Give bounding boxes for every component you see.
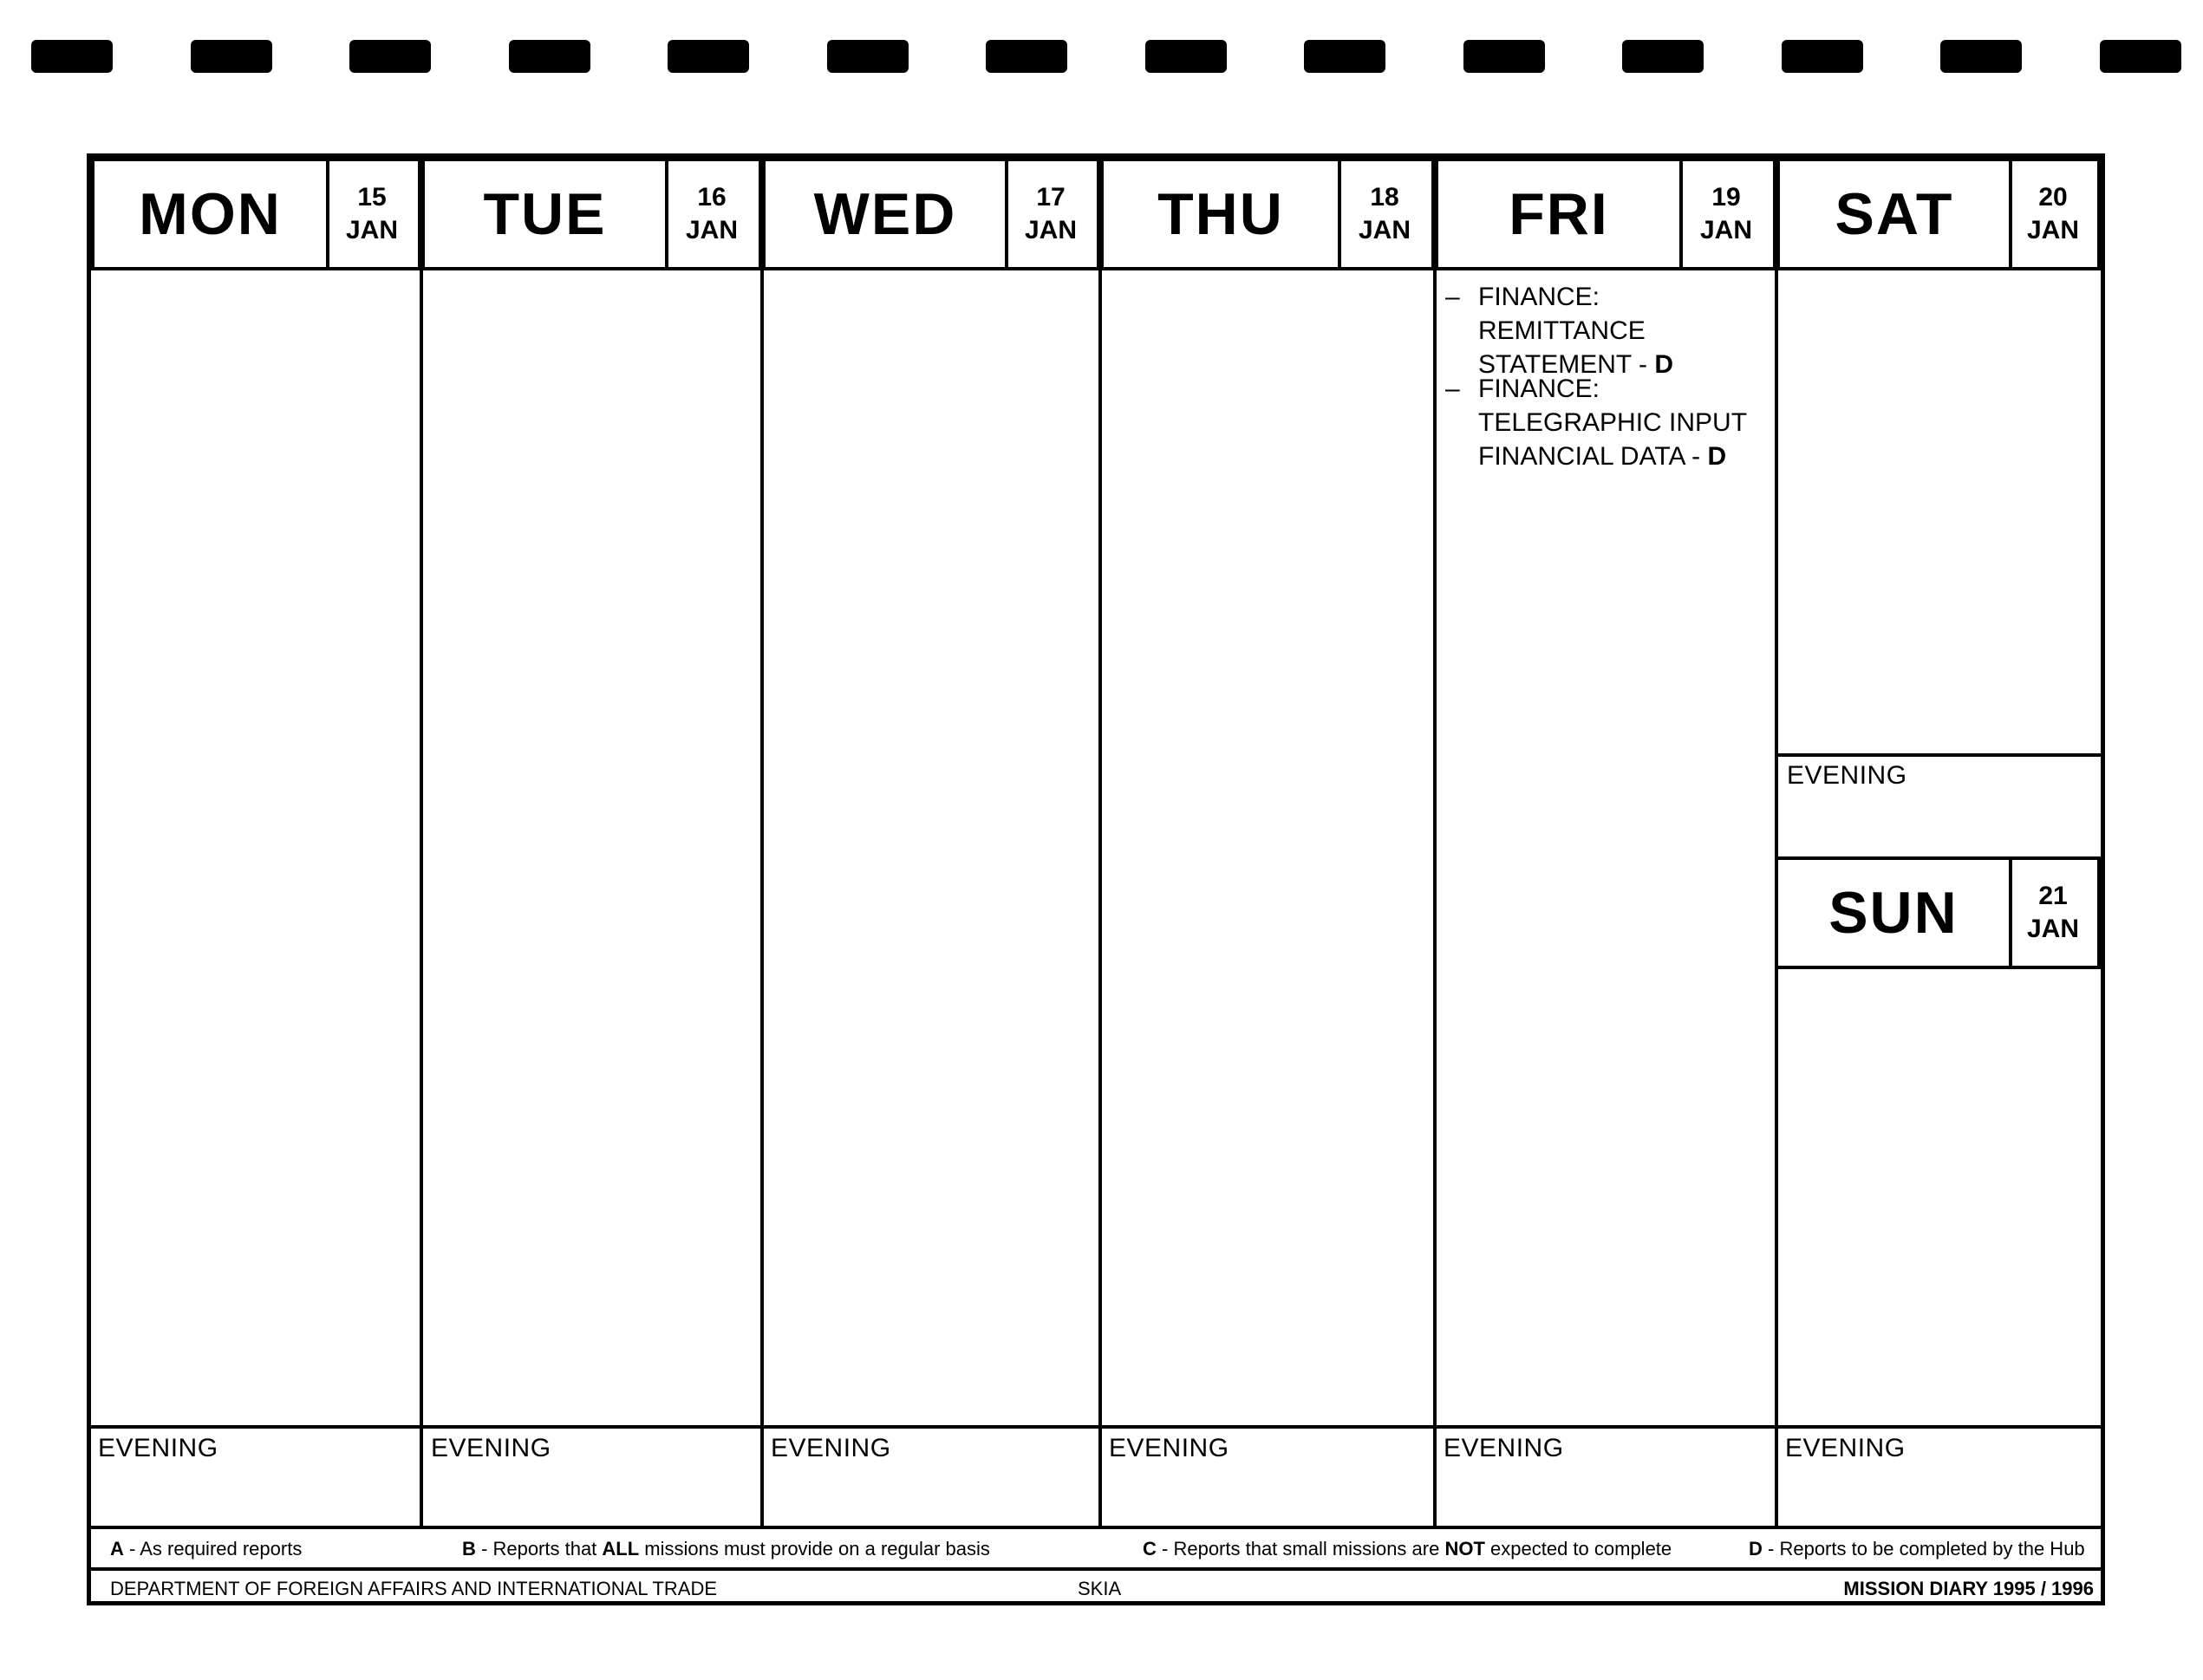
saturday-evening-divider <box>1778 753 2101 757</box>
day-number: 17 <box>1036 183 1066 212</box>
day-month: JAN <box>2026 216 2079 244</box>
friday-note <box>1445 280 1766 381</box>
binder-hole <box>986 40 1067 73</box>
binder-hole <box>1304 40 1385 73</box>
day-date <box>1679 161 1773 267</box>
day-date <box>1005 161 1097 267</box>
note-text: FINANCE: REMITTANCE STATEMENT - <box>1478 283 1647 379</box>
diary-title: MISSION DIARY 1995 / 1996 <box>1843 1578 2094 1599</box>
day-number: 20 <box>2038 183 2068 212</box>
day-name: WED <box>766 161 1008 267</box>
footer-center-text: SKIA <box>1078 1578 1122 1599</box>
evening-label-tue: EVENING <box>431 1434 551 1462</box>
binder-hole <box>2100 40 2181 73</box>
note-dash: – <box>1445 374 1460 403</box>
day-date <box>665 161 759 267</box>
day-month: JAN <box>1358 216 1411 244</box>
evening-label-fri: EVENING <box>1444 1434 1564 1462</box>
friday-note <box>1445 372 1766 473</box>
day-name: MON <box>95 161 329 267</box>
evening-label-mon: EVENING <box>98 1434 218 1462</box>
day-month: JAN <box>2026 915 2079 943</box>
day-month: JAN <box>1024 216 1077 244</box>
department-name: DEPARTMENT OF FOREIGN AFFAIRS AND INTERNATIONAL TRADE <box>110 1578 718 1599</box>
column-divider <box>1433 267 1437 1529</box>
binder-hole <box>668 40 749 73</box>
page-footer <box>91 1571 2101 1605</box>
column-divider <box>1098 267 1102 1529</box>
day-number: 19 <box>1711 183 1741 212</box>
binder-hole <box>1940 40 2022 73</box>
day-header-tue <box>421 158 762 270</box>
column-divider <box>760 267 764 1529</box>
binder-hole <box>1463 40 1545 73</box>
legend-c: C - Reports that small missions are NOT expected to complete <box>1143 1538 1672 1560</box>
legend-b: B - Reports that ALL missions must provide on a regular basis <box>462 1538 990 1560</box>
note-code: D <box>1654 350 1674 379</box>
day-header-wed <box>762 158 1100 270</box>
day-number: 18 <box>1370 183 1399 212</box>
day-month: JAN <box>685 216 738 244</box>
binder-hole <box>31 40 113 73</box>
binder-hole <box>349 40 431 73</box>
day-date <box>326 161 418 267</box>
day-header-sun <box>1775 856 2101 969</box>
day-number: 15 <box>357 183 387 212</box>
day-name: TUE <box>425 161 668 267</box>
day-header-sat <box>1776 158 2101 270</box>
day-date <box>2009 161 2097 267</box>
report-legend <box>91 1529 2101 1569</box>
binder-hole <box>1145 40 1227 73</box>
day-date <box>1338 161 1431 267</box>
evening-divider <box>91 1425 2101 1429</box>
day-name: FRI <box>1438 161 1683 267</box>
day-name: THU <box>1104 161 1341 267</box>
binder-hole <box>191 40 272 73</box>
evening-label-wed: EVENING <box>771 1434 891 1462</box>
binder-hole <box>1622 40 1704 73</box>
legend-d: D - Reports to be completed by the Hub <box>1749 1538 2085 1560</box>
legend-a: A - As required reports <box>110 1538 303 1560</box>
day-header-thu <box>1100 158 1435 270</box>
evening-label-thu: EVENING <box>1109 1434 1229 1462</box>
evening-label-sat: EVENING <box>1787 761 1907 790</box>
day-header-fri <box>1435 158 1776 270</box>
day-name: SUN <box>1778 860 2012 966</box>
diary-week-page <box>87 153 2105 1605</box>
binder-hole <box>1782 40 1863 73</box>
note-text: FINANCE: TELEGRAPHIC INPUT FINANCIAL DATA - <box>1478 374 1747 471</box>
note-code: D <box>1707 442 1727 471</box>
day-month: JAN <box>1699 216 1752 244</box>
day-month: JAN <box>345 216 398 244</box>
day-header-mon <box>91 158 421 270</box>
binder-holes <box>31 40 2181 75</box>
day-date <box>2009 860 2097 966</box>
day-number: 21 <box>2038 882 2068 910</box>
day-number: 16 <box>697 183 727 212</box>
column-divider <box>420 267 423 1529</box>
evening-label-sun: EVENING <box>1785 1434 1906 1462</box>
day-name: SAT <box>1780 161 2012 267</box>
binder-hole <box>509 40 590 73</box>
binder-hole <box>827 40 909 73</box>
note-dash: – <box>1445 283 1460 311</box>
